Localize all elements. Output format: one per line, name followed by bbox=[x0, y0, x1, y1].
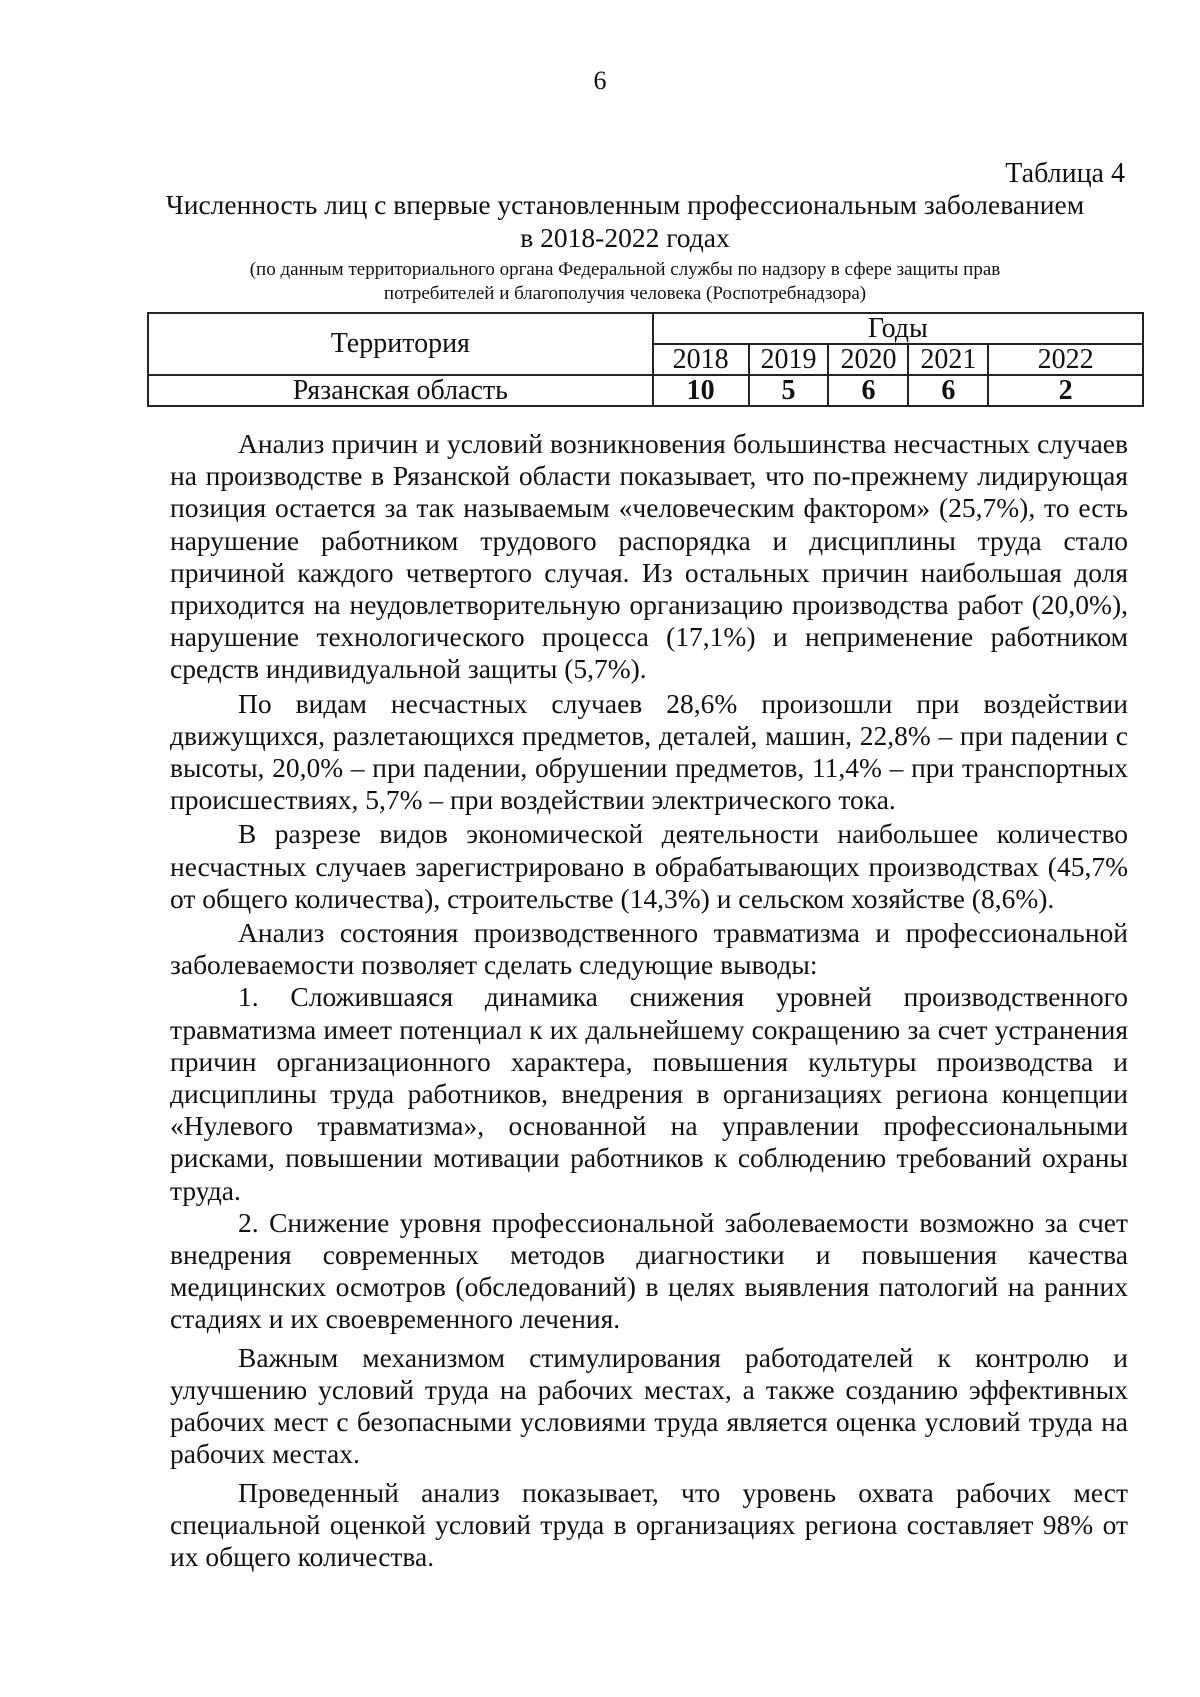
header-year: 2022 bbox=[988, 344, 1143, 375]
row-value: 5 bbox=[749, 375, 829, 406]
header-territory: Территория bbox=[148, 313, 653, 375]
table-source-note bbox=[150, 258, 1100, 306]
table-header-row bbox=[148, 313, 1143, 344]
paragraph-coverage: Проведенный анализ показывает, что уровень охвата рабочих мест специальной оценкой условий труда в организациях региона составляет 98% от их общего количества. bbox=[170, 1476, 1128, 1572]
header-year: 2021 bbox=[908, 344, 988, 375]
occupational-disease-table bbox=[147, 312, 1144, 407]
header-year: 2019 bbox=[749, 344, 829, 375]
table-title-line-2: в 2018-2022 годах bbox=[520, 222, 730, 253]
table-source-line-1: (по данным территориального органа Федеральной службы по надзору в сфере защиты прав bbox=[249, 259, 1001, 280]
paragraph-economic-activity: В разрезе видов экономической деятельности наибольшее количество несчастных случаев зарегистрировано в обрабатывающих производствах (45,7% от общего количества), строительстве (14,3%) и сельском хозяйстве (8,6%). bbox=[170, 818, 1128, 914]
header-year: 2018 bbox=[653, 344, 749, 375]
table-title-line-1: Численность лиц с впервые установленным профессиональным заболеванием bbox=[165, 189, 1085, 220]
table-title bbox=[130, 188, 1120, 254]
row-value: 6 bbox=[828, 375, 908, 406]
row-territory: Рязанская область bbox=[148, 375, 653, 406]
paragraph-conclusion-1: 1. Сложившаяся динамика снижения уровней производственного травматизма имеет потенциал к их дальнейшему сокращению за счет устранения причин организационного характера, повышения культуры производства и дисциплины труда работников, внедрения в организациях региона концепции «Нулевого травматизма», основанной на управлении профессиональными рисками, повышении мотивации работников к соблюдению требований охраны труда. bbox=[170, 981, 1128, 1206]
table-source-line-2: потребителей и благополучия человека (Роспотребнадзора) bbox=[383, 283, 867, 304]
row-value: 2 bbox=[988, 375, 1143, 406]
paragraph-conclusions-intro: Анализ состояния производственного травматизма и профессиональной заболеваемости позволяет сделать следующие выводы: bbox=[170, 917, 1128, 981]
table-row bbox=[148, 375, 1143, 406]
paragraph-accident-causes: Анализ причин и условий возникновения большинства несчастных случаев на производстве в Рязанской области показывает, что по-прежнему лидирующая позиция остается за так называемым «человеческим фактором» (25,7%), то есть нарушение работником трудового распорядка и дисциплины труда стало причиной каждого четвертого случая. Из остальных причин наибольшая доля приходится на неудовлетворительную организацию производства работ (20,0%), нарушение технологического процесса (17,1%) и неприменение работником средств индивидуальной защиты (5,7%). bbox=[170, 428, 1128, 685]
body-text bbox=[170, 428, 1128, 1573]
paragraph-assessment-mechanism: Важным механизмом стимулирования работодателей к контролю и улучшению условий труда на рабочих местах, а также созданию эффективных рабочих мест с безопасными условиями труда является оценка условий труда на рабочих местах. bbox=[170, 1341, 1128, 1470]
row-value: 10 bbox=[653, 375, 749, 406]
row-value: 6 bbox=[908, 375, 988, 406]
table-label: Таблица 4 bbox=[1005, 158, 1125, 189]
page-number: 6 bbox=[593, 66, 607, 95]
header-years: Годы bbox=[653, 313, 1143, 344]
paragraph-conclusion-2: 2. Снижение уровня профессиональной заболеваемости возможно за счет внедрения современных методов диагностики и повышения качества медицинских осмотров (обследований) в целях выявления патологий на ранних стадиях и их своевременного лечения. bbox=[170, 1206, 1128, 1335]
header-year: 2020 bbox=[828, 344, 908, 375]
paragraph-accident-types: По видам несчастных случаев 28,6% произошли при воздействии движущихся, разлетающихся предметов, деталей, машин, 22,8% – при падении с высоты, 20,0% – при падении, обрушении предметов, 11,4% – при транспортных происшествиях, 5,7% – при воздействии электрического тока. bbox=[170, 687, 1128, 816]
